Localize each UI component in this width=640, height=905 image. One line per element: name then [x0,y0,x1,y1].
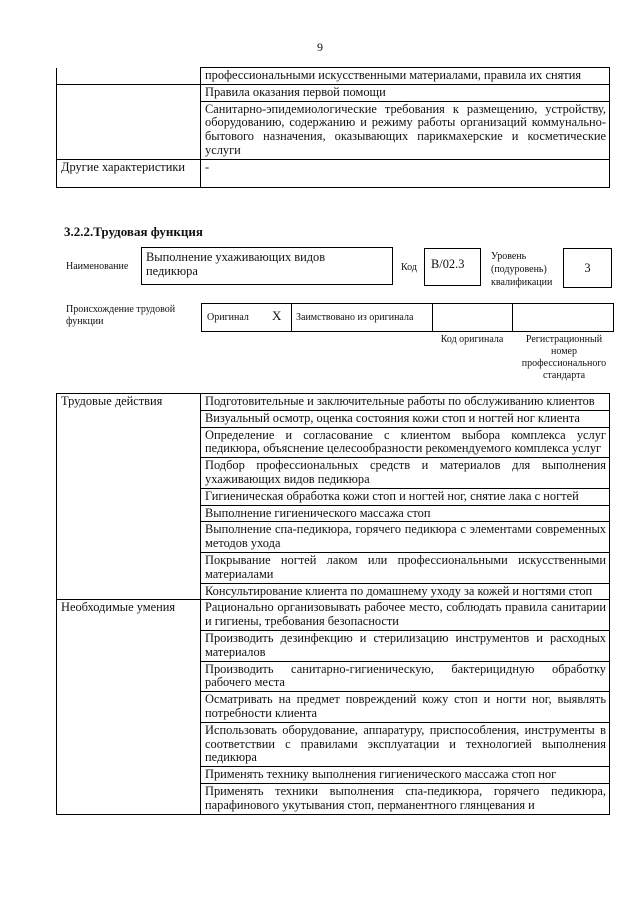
table-cell-label [57,101,201,159]
table-cell-label [57,84,201,101]
table-row [57,394,610,411]
list-item: Визуальный осмотр, оценка состояния кожи стоп и ногтей ног клиента [201,410,610,427]
table-row [57,68,610,85]
list-item: Покрывание ногтей лаком или профессиональными искусственными материалами [201,552,610,583]
origin-label: Происхождение трудовой функции [66,304,176,327]
origin-divider [512,303,513,332]
list-item: Осматривать на предмет повреждений кожу стоп и ногти ног, выявлять потребности клиента [201,692,610,723]
skills-label: Необходимые умения [57,600,201,631]
original-mark: X [272,308,282,323]
table-row [57,552,610,583]
level-value: 3 [584,261,591,275]
table-row [57,692,610,723]
table-row [57,505,610,522]
table-cell-text: Санитарно-эпидемиологические требования к размещению, устройству, оборудованию, содержанию и режиму работы организаций коммунально-бытового назначения, оказывающих парикмахерские и косметические услуги [201,101,610,159]
functions-table [56,393,610,815]
table-row [57,661,610,692]
table-row [57,583,610,600]
table-row [57,159,610,187]
table-row [57,630,610,661]
list-item: Выполнение гигиенического массажа стоп [201,505,610,522]
actions-label: Трудовые действия [57,394,201,411]
list-item: Производить санитарно-гигиеническую, бактерицидную обработку рабочего места [201,661,610,692]
list-item: Использовать оборудование, аппаратуру, приспособления, инструменты в соответствии с правилами эксплуатации и технологией выполнения педикюра [201,722,610,766]
table-row [57,410,610,427]
table-cell-text: профессиональными искусственными материалами, правила их снятия [201,68,610,85]
list-item: Применять техники выполнения спа-педикюра, горячего педикюра, парафинового укутывания стоп, перманентного глянцевания и [201,783,610,814]
origin-divider [432,303,433,332]
code-caption: Код оригинала [440,334,504,345]
table-row [57,722,610,766]
code-box [424,248,481,286]
list-item: Подбор профессиональных средств и материалов для выполнения ухаживающих видов педикюра [201,458,610,489]
table-row [57,488,610,505]
other-characteristics-value: - [201,159,610,187]
function-name-value: Выполнение ухаживающих видов педикюра [146,250,326,278]
table-row [57,783,610,814]
section-heading: 3.2.2.Трудовая функция [64,224,203,239]
table-row [57,458,610,489]
list-item: Консультирование клиента по домашнему уходу за кожей и ногтями стоп [201,583,610,600]
table-row [57,101,610,159]
original-label: Оригинал [207,312,249,323]
reg-caption: Регистрационный номер профессионального стандарта [521,334,607,381]
level-label: Уровень (подуровень) квалификации [491,251,553,288]
table-row [57,84,610,101]
function-name-box [141,247,393,285]
table-row [57,767,610,784]
code-label: Код [401,262,417,273]
table-row [57,600,610,631]
list-item: Определение и согласование с клиентом выбора комплекса услуг педикюра, объяснение целесообразности рекомендуемого комплекса услуг [201,427,610,458]
borrowed-label: Заимствовано из оригинала [296,312,414,323]
origin-divider [291,303,292,332]
list-item: Рационально организовывать рабочее место, соблюдать правила санитарии и гигиены, требования безопасности [201,600,610,631]
name-label: Наименование [66,261,129,272]
table-row [57,427,610,458]
list-item: Подготовительные и заключительные работы по обслуживанию клиентов [201,394,610,411]
table-cell-label [57,68,201,85]
list-item: Гигиеническая обработка кожи стоп и ногтей ног, снятие лака с ногтей [201,488,610,505]
level-box [563,248,612,288]
knowledge-table [56,67,610,188]
list-item: Применять технику выполнения гигиенического массажа стоп ног [201,767,610,784]
list-item: Производить дезинфекцию и стерилизацию инструментов и расходных материалов [201,630,610,661]
table-row [57,522,610,553]
page-number: 9 [317,40,323,54]
other-characteristics-label: Другие характеристики [57,159,201,187]
code-value: В/02.3 [431,257,465,271]
table-cell-text: Правила оказания первой помощи [201,84,610,101]
list-item: Выполнение спа-педикюра, горячего педикюра с элементами современных методов ухода [201,522,610,553]
